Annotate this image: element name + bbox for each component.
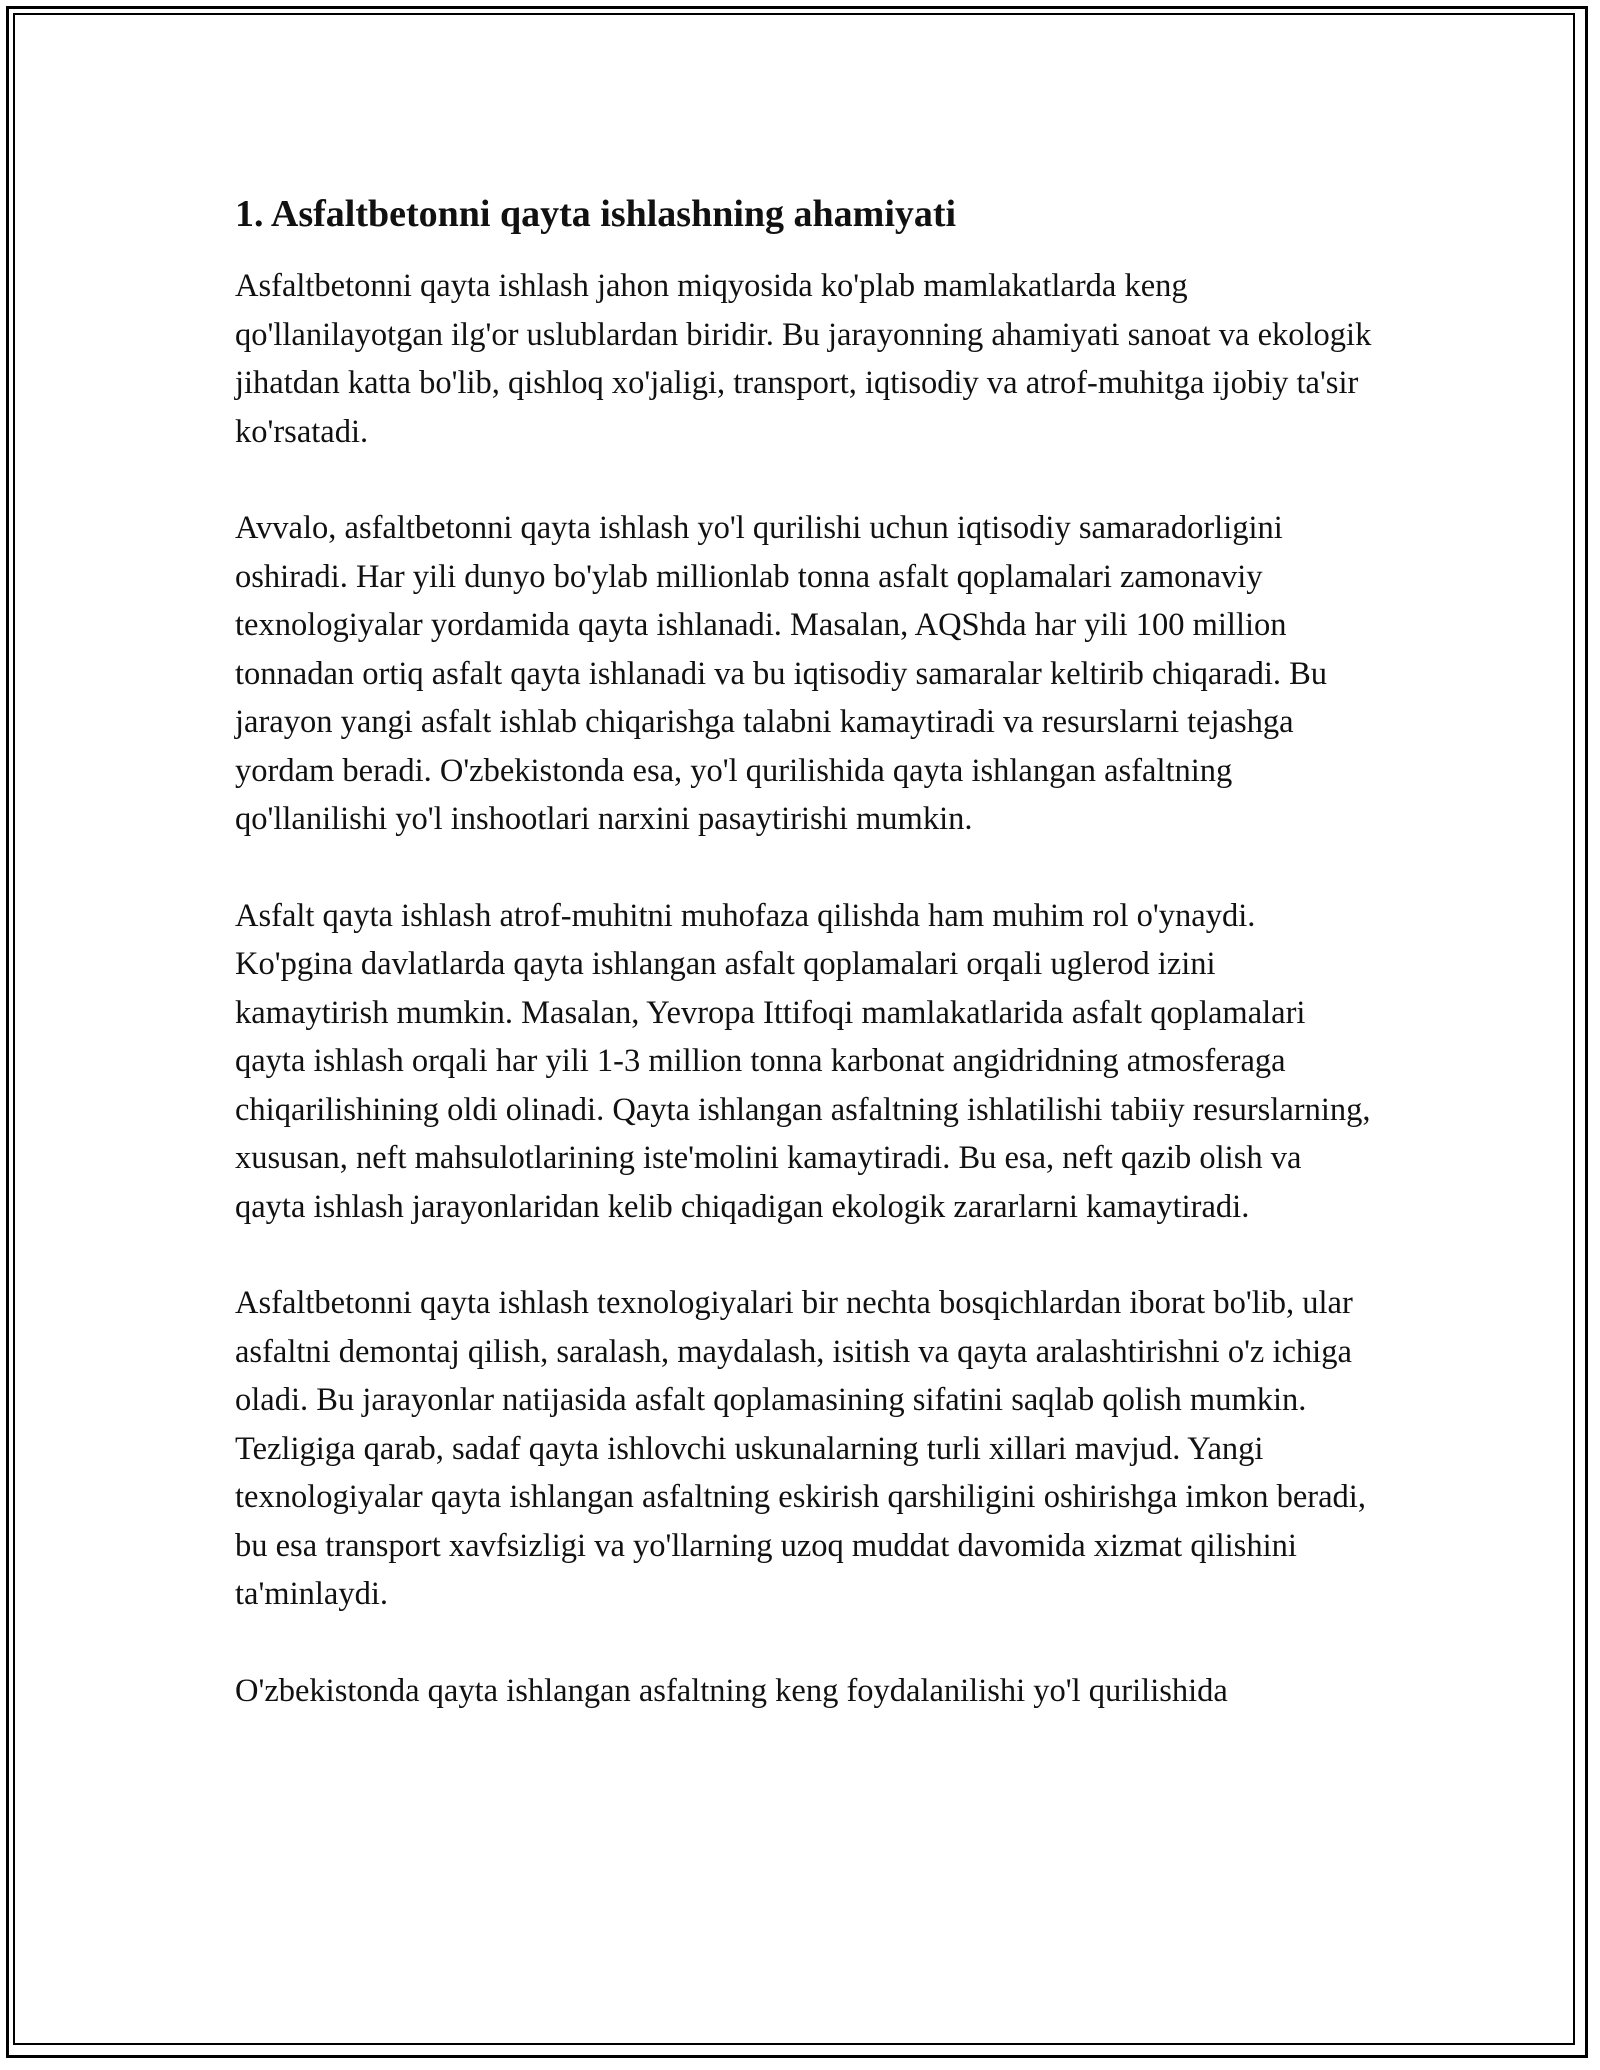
paragraph-4: Asfaltbetonni qayta ishlash texnologiyalari bir nechta bosqichlardan iborat bo'lib, ular asfaltni demontaj qilish, saralash, maydalash, isitish va qayta aralashtirishni o'z ichiga oladi. Bu jarayonlar natijasida asfalt qoplamasining sifatini saqlab qolish mumkin. Tezligiga qarab, sadaf qayta ishlovchi uskunalarning turli xillari mavjud. Yangi texnologiyalar qayta ishlangan asfaltning eskirish qarshiligini oshirishga imkon beradi, bu esa transport xavfsizligi va yo'llarning uzoq muddat davomida xizmat qilishini ta'minlaydi. <box>235 1285 1366 1612</box>
paragraph-5: O'zbekistonda qayta ishlangan asfaltning keng foydalanilishi yo'l qurilishida <box>235 1672 1228 1709</box>
section-heading: 1. Asfaltbetonni qayta ishlashning ahamiyati <box>235 193 957 235</box>
paragraph-1: Asfaltbetonni qayta ishlash jahon miqyosida ko'plab mamlakatlarda keng qo'llanilayotgan ilg'or uslublardan biridir. Bu jarayonning ahamiyati sanoat va ekologik jihatdan katta bo'lib, qishloq xo'jaligi, transport, iqtisodiy va atrof-muhitga ijobiy ta'sir ko'rsatadi. <box>235 268 1372 450</box>
paragraph-3: Asfalt qayta ishlash atrof-muhitni muhofaza qilishda ham muhim rol o'ynaydi. Ko'pgina davlatlarda qayta ishlangan asfalt qoplamalari orqali uglerod izini kamaytirish mumkin. Masalan, Yevropa Ittifoqi mamlakatlarida asfalt qoplamalari qayta ishlash orqali har yili 1-3 million tonna karbonat angidridning atmosferaga chiqarilishining oldi olinadi. Qayta ishlangan asfaltning ishlatilishi tabiiy resurslarning, xususan, neft mahsulotlarining iste'molini kamaytiradi. Bu esa, neft qazib olish va qayta ishlash jarayonlaridan kelib chiqadigan ekologik zararlarni kamaytiradi. <box>235 897 1371 1225</box>
paragraph-2: Avvalo, asfaltbetonni qayta ishlash yo'l qurilishi uchun iqtisodiy samaradorligini oshiradi. Har yili dunyo bo'ylab millionlab tonna asfalt qoplamalari zamonaviy texnologiyalar yordamida qayta ishlanadi. Masalan, AQShda har yili 100 million tonnadan ortiq asfalt qayta ishlanadi va bu iqtisodiy samaralar keltirib chiqaradi. Bu jarayon yangi asfalt ishlab chiqarishga talabni kamaytiradi va resurslarni tejashga yordam beradi. O'zbekistonda esa, yo'l qurilishida qayta ishlangan asfaltning qo'llanilishi yo'l inshootlari narxini pasaytirishi mumkin. <box>235 510 1328 837</box>
document-body <box>235 186 1375 1763</box>
